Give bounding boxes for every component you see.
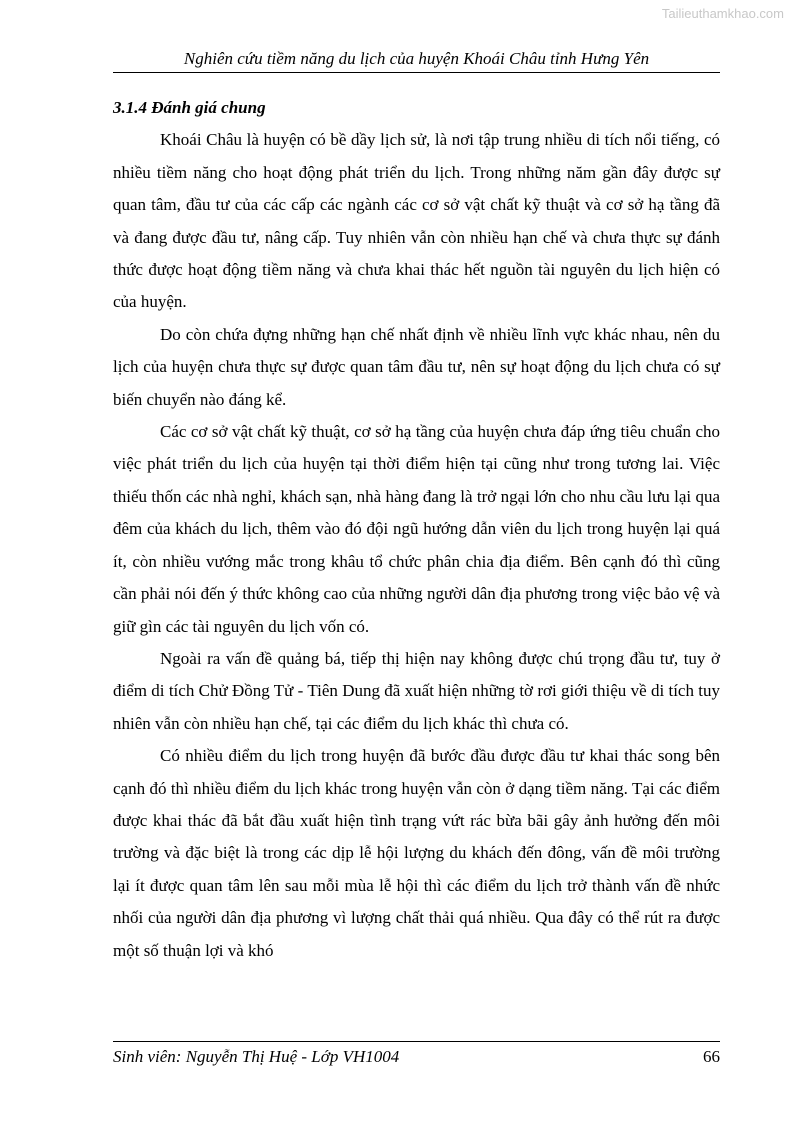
paragraph: Các cơ sở vật chất kỹ thuật, cơ sở hạ tầng của huyện chưa đáp ứng tiêu chuẩn cho việc phát triển du lịch của huyện tại thời điểm hiện tại cũng như trong tương lai. Việc thiếu thốn các nhà nghỉ, khách sạn, nhà hàng đang là trở ngại lớn cho nhu cầu lưu lại qua đêm của khách du lịch, thêm vào đó đội ngũ hướng dẫn viên du lịch trong huyện lại quá ít, còn nhiều vướng mắc trong khâu tổ chức phân chia địa điểm. Bên cạnh đó thì cũng cần phải nói đến ý thức không cao của những người dân địa phương trong việc bảo vệ và giữ gìn các tài nguyên du lịch vốn có. (113, 422, 720, 636)
paragraph: Khoái Châu là huyện có bề dầy lịch sử, là nơi tập trung nhiều di tích nổi tiếng, có nhiều tiềm năng cho hoạt động phát triển du lịch. Trong những năm gần đây được sự quan tâm, đầu tư của các cấp các ngành các cơ sở vật chất kỹ thuật và cơ sở hạ tầng đã và đang được đầu tư, nâng cấp. Tuy nhiên vẫn còn nhiều hạn chế và chưa thực sự đánh thức được hoạt động tiềm năng và chưa khai thác hết nguồn tài nguyên du lịch hiện có của huyện. (113, 130, 720, 312)
page-number: 66 (703, 1047, 720, 1066)
footer-author: Sinh viên: Nguyễn Thị Huệ - Lớp VH1004 (113, 1047, 400, 1066)
paragraph: Có nhiều điểm du lịch trong huyện đã bước đầu được đầu tư khai thác song bên cạnh đó thì nhiều điểm du lịch khác trong huyện vẫn còn ở dạng tiềm năng. Tại các điểm được khai thác đã bắt đầu xuất hiện tình trạng vứt rác bừa bãi gây ảnh hưởng đến môi trường và đặc biệt là trong các dịp lễ hội lượng du khách đến đông, vấn đề môi trường lại ít được quan tâm lên sau mỗi mùa lễ hội thì các điểm du lịch trở thành vấn đề nhức nhối của người dân địa phương vì lượng chất thải quá nhiều. Qua đây có thể rút ra được một số thuận lợi và khó (113, 746, 720, 960)
page-footer (113, 1041, 720, 1069)
page-header: Nghiên cứu tiềm năng du lịch của huyện Khoái Châu tỉnh Hưng Yên (113, 48, 720, 73)
main-content (113, 92, 720, 967)
watermark: Tailieuthamkhao.com (661, 6, 784, 21)
paragraph: Ngoài ra vấn đề quảng bá, tiếp thị hiện nay không được chú trọng đầu tư, tuy ở điểm di tích Chử Đồng Tử - Tiên Dung đã xuất hiện những tờ rơi giới thiệu về di tích tuy nhiên vẫn còn nhiều hạn chế, tại các điểm du lịch khác thì chưa có. (113, 648, 720, 733)
paragraph: Do còn chứa đựng những hạn chế nhất định về nhiều lĩnh vực khác nhau, nên du lịch của huyện chưa thực sự được quan tâm đầu tư, nên sự hoạt động du lịch chưa có sự biến chuyển nào đáng kể. (113, 324, 720, 409)
section-title: 3.1.4 Đánh giá chung (113, 98, 266, 117)
